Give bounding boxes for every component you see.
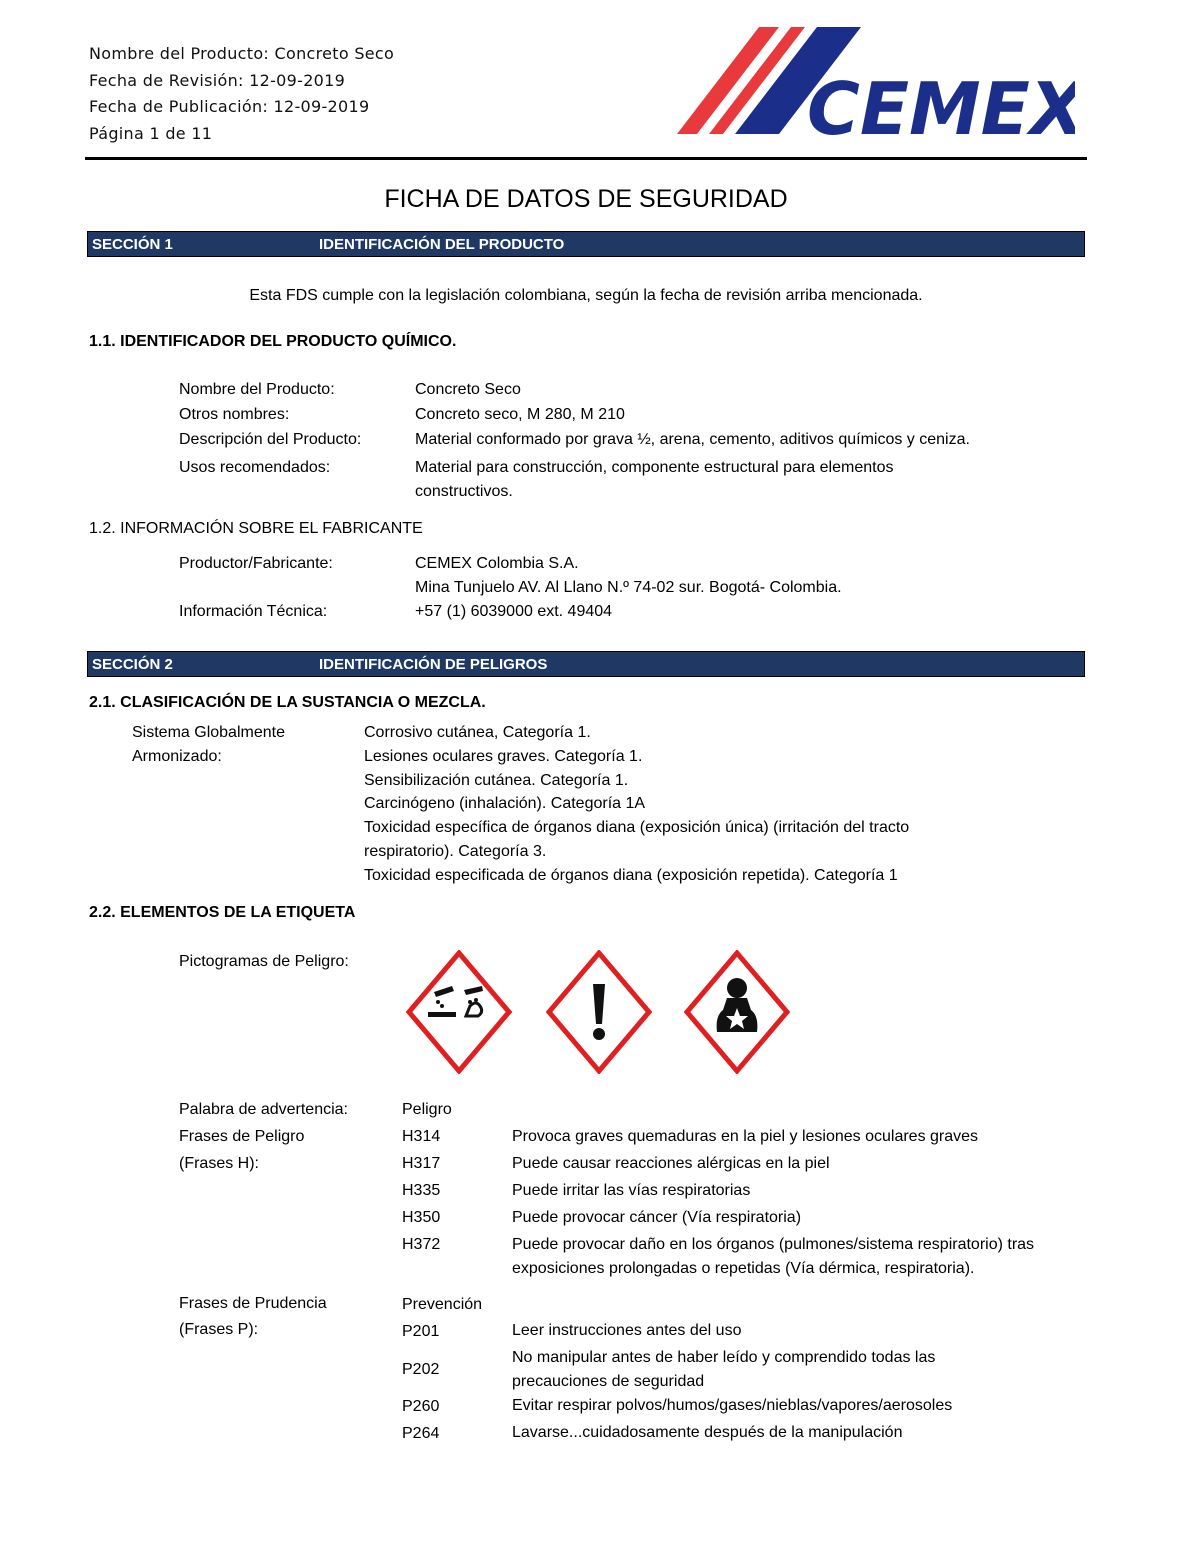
section-1-label: SECCIÓN 1	[92, 236, 173, 253]
p-phrases-label-line2: (Frases P):	[179, 1321, 259, 1338]
hazard-class: Lesiones oculares graves. Categoría 1.	[364, 748, 643, 765]
p-text-cont: precauciones de seguridad	[512, 1373, 705, 1390]
h-code: H314	[402, 1128, 441, 1145]
header-revision-date: Fecha de Revisión: 12-09-2019	[89, 71, 346, 90]
page-title: FICHA DE DATOS DE SEGURIDAD	[384, 185, 788, 213]
section-2-heading: IDENTIFICACIÓN DE PELIGROS	[319, 656, 548, 673]
technical-info-value: +57 (1) 6039000 ext. 49404	[415, 603, 613, 620]
compliance-note: Esta FDS cumple con la legislación colombiana, según la fecha de revisión arriba mencionada.	[249, 287, 923, 304]
h-text: Puede irritar las vías respiratorias	[512, 1182, 751, 1199]
header-product: Nombre del Producto: Concreto Seco	[89, 44, 395, 63]
p-text: Lavarse...cuidadosamente después de la manipulación	[512, 1424, 903, 1441]
hazard-class: Toxicidad especificada de órganos diana (exposición repetida). Categoría 1	[364, 867, 898, 884]
ghs-label-line1: Sistema Globalmente	[132, 724, 285, 741]
section-1-bar	[87, 231, 1085, 257]
p-code: P202	[402, 1361, 440, 1378]
p-phrases-label-line1: Frases de Prudencia	[179, 1295, 327, 1312]
corrosion-icon	[406, 950, 512, 1074]
h-text-cont: exposiciones prolongadas o repetidas (Vía dérmica, respiratoria).	[512, 1260, 975, 1277]
p-code: P260	[402, 1398, 440, 1415]
h-text: Provoca graves quemaduras en la piel y lesiones oculares graves	[512, 1128, 979, 1145]
row-value-product-name: Concreto Seco	[415, 381, 521, 398]
subsection-2-2-title: 2.2. ELEMENTOS DE LA ETIQUETA	[89, 904, 356, 921]
row-value-description: Material conformado por grava ½, arena, cemento, aditivos químicos y ceniza.	[415, 431, 970, 448]
row-label-product-name: Nombre del Producto:	[179, 381, 335, 398]
row-label-uses: Usos recomendados:	[179, 459, 331, 476]
health-hazard-icon	[684, 950, 790, 1074]
subsection-1-1-title: 1.1. IDENTIFICADOR DEL PRODUCTO QUÍMICO.	[89, 333, 457, 350]
cemex-logo	[675, 26, 1075, 138]
row-value-uses-cont: constructivos.	[415, 483, 513, 500]
h-text: Puede causar reacciones alérgicas en la piel	[512, 1155, 830, 1172]
manufacturer-name: CEMEX Colombia S.A.	[415, 555, 579, 572]
h-phrases-label-line1: Frases de Peligro	[179, 1128, 305, 1145]
header-publication-date: Fecha de Publicación: 12-09-2019	[89, 97, 370, 116]
hazard-class: Carcinógeno (inhalación). Categoría 1A	[364, 795, 646, 812]
pictograms-label: Pictogramas de Peligro:	[179, 953, 349, 970]
h-code: H335	[402, 1182, 441, 1199]
section-1-heading: IDENTIFICACIÓN DEL PRODUCTO	[319, 236, 565, 253]
logo-wordmark: CEMEX	[807, 67, 1075, 138]
header-rule	[85, 157, 1087, 160]
manufacturer-label: Productor/Fabricante:	[179, 555, 333, 572]
section-2-label: SECCIÓN 2	[92, 656, 173, 673]
h-code: H372	[402, 1236, 441, 1253]
row-label-description: Descripción del Producto:	[179, 431, 362, 448]
ghs-label-line2: Armonizado:	[132, 748, 222, 765]
p-code: P264	[402, 1425, 440, 1442]
p-text: Leer instrucciones antes del uso	[512, 1322, 742, 1339]
hazard-class: Toxicidad específica de órganos diana (exposición única) (irritación del tracto	[364, 819, 910, 836]
section-2-bar	[87, 651, 1085, 677]
signal-word-label: Palabra de advertencia:	[179, 1101, 348, 1118]
subsection-2-1-title: 2.1. CLASIFICACIÓN DE LA SUSTANCIA O MEZCLA.	[89, 694, 486, 711]
header-page-number: Página 1 de 11	[89, 124, 213, 143]
manufacturer-address: Mina Tunjuelo AV. Al Llano N.º 74-02 sur. Bogotá- Colombia.	[415, 579, 842, 596]
h-phrases-label-line2: (Frases H):	[179, 1155, 259, 1172]
p-group-prevention: Prevención	[402, 1296, 483, 1313]
subsection-1-2-title: 1.2. INFORMACIÓN SOBRE EL FABRICANTE	[89, 520, 423, 537]
hazard-class: Sensibilización cutánea. Categoría 1.	[364, 772, 629, 789]
row-value-other-names: Concreto seco, M 280, M 210	[415, 406, 625, 423]
p-text: Evitar respirar polvos/humos/gases/nieblas/vapores/aerosoles	[512, 1397, 953, 1414]
exclamation-icon	[546, 950, 652, 1074]
h-text: Puede provocar daño en los órganos (pulmones/sistema respiratorio) tras	[512, 1236, 1035, 1253]
signal-word-value: Peligro	[402, 1101, 452, 1118]
h-code: H317	[402, 1155, 441, 1172]
hazard-class: Corrosivo cutánea, Categoría 1.	[364, 724, 591, 741]
h-code: H350	[402, 1209, 441, 1226]
p-text: No manipular antes de haber leído y comprendido todas las	[512, 1349, 936, 1366]
hazard-class-cont: respiratorio). Categoría 3.	[364, 843, 547, 860]
p-code: P201	[402, 1323, 440, 1340]
row-label-other-names: Otros nombres:	[179, 406, 290, 423]
technical-info-label: Información Técnica:	[179, 603, 328, 620]
row-value-uses: Material para construcción, componente estructural para elementos	[415, 459, 894, 476]
h-text: Puede provocar cáncer (Vía respiratoria)	[512, 1209, 802, 1226]
